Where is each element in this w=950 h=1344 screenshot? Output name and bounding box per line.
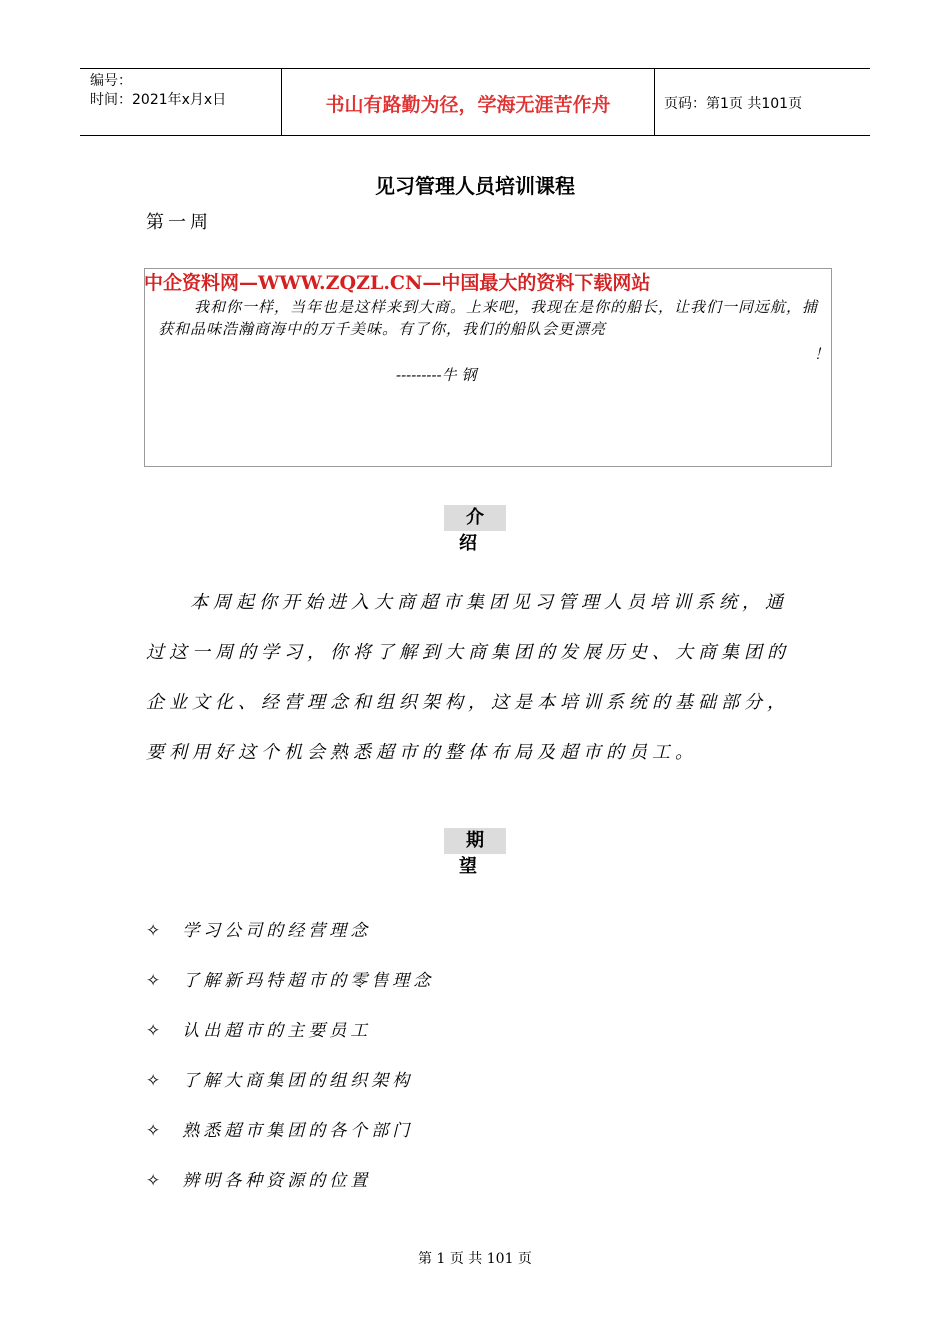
expectation-item [146, 966, 434, 991]
expectation-item [146, 1166, 371, 1191]
expectation-text: 了解大商集团的组织架构 [182, 1071, 414, 1091]
header-motto: 书山有路勤为径，学海无涯苦作舟 [325, 94, 611, 116]
page-title: 见习管理人员培训课程 [375, 174, 575, 198]
expectation-item [146, 916, 371, 941]
header-page-info: 页码：第1页 共101页 [664, 96, 803, 112]
expectation-text: 辨明各种资源的位置 [182, 1171, 372, 1191]
header-bottom-rule [80, 135, 870, 136]
four-pointed-star-icon: ✧ [146, 971, 165, 991]
quote-text: 我和你一样，当年也是这样来到大商。上来吧，我现在是你的船长，让我们一同远航，捕获和品味浩瀚商海中的万千美味。有了你，我们的船队会更漂亮 [158, 298, 819, 338]
intro-paragraph: 本周起你开始进入大商超市集团见习管理人员培训系统，通过这一周的学习，你将了解到大商集团的发展历史、大商集团的企业文化、经营理念和组织架构，这是本培训系统的基础部分，要利用好这个机会熟悉超市的整体布局及超市的员工。 [146, 592, 790, 763]
four-pointed-star-icon: ✧ [146, 1021, 165, 1041]
four-pointed-star-icon: ✧ [146, 921, 165, 941]
expectation-item [146, 1016, 371, 1041]
expectation-text: 学习公司的经营理念 [182, 921, 372, 941]
expectations-heading: 期望 [444, 828, 506, 854]
four-pointed-star-icon: ✧ [146, 1121, 165, 1141]
expectation-text: 熟悉超市集团的各个部门 [182, 1121, 414, 1141]
header-divider-right [654, 68, 655, 136]
expectation-item [146, 1116, 413, 1141]
expectation-text: 了解新玛特超市的零售理念 [182, 971, 435, 991]
quote-signature: ---------牛 钢 [396, 366, 477, 384]
site-banner: 中企资料网—WWW.ZQZL.CN—中国最大的资料下载网站 [144, 272, 651, 294]
intro-heading: 介绍 [444, 505, 506, 531]
expectation-item [146, 1066, 413, 1091]
week-label: 第一周 [146, 212, 212, 233]
quote-exclamation: ！ [814, 345, 830, 363]
document-time-label: 时间：2021年x月x日 [90, 92, 227, 108]
four-pointed-star-icon: ✧ [146, 1071, 165, 1091]
four-pointed-star-icon: ✧ [146, 1171, 165, 1191]
header-meta [90, 72, 226, 110]
page-footer: 第 1 页 共 101 页 [418, 1251, 532, 1267]
document-number-label: 编号： [90, 73, 132, 89]
expectation-text: 认出超市的主要员工 [182, 1021, 372, 1041]
header-top-rule [80, 68, 870, 69]
